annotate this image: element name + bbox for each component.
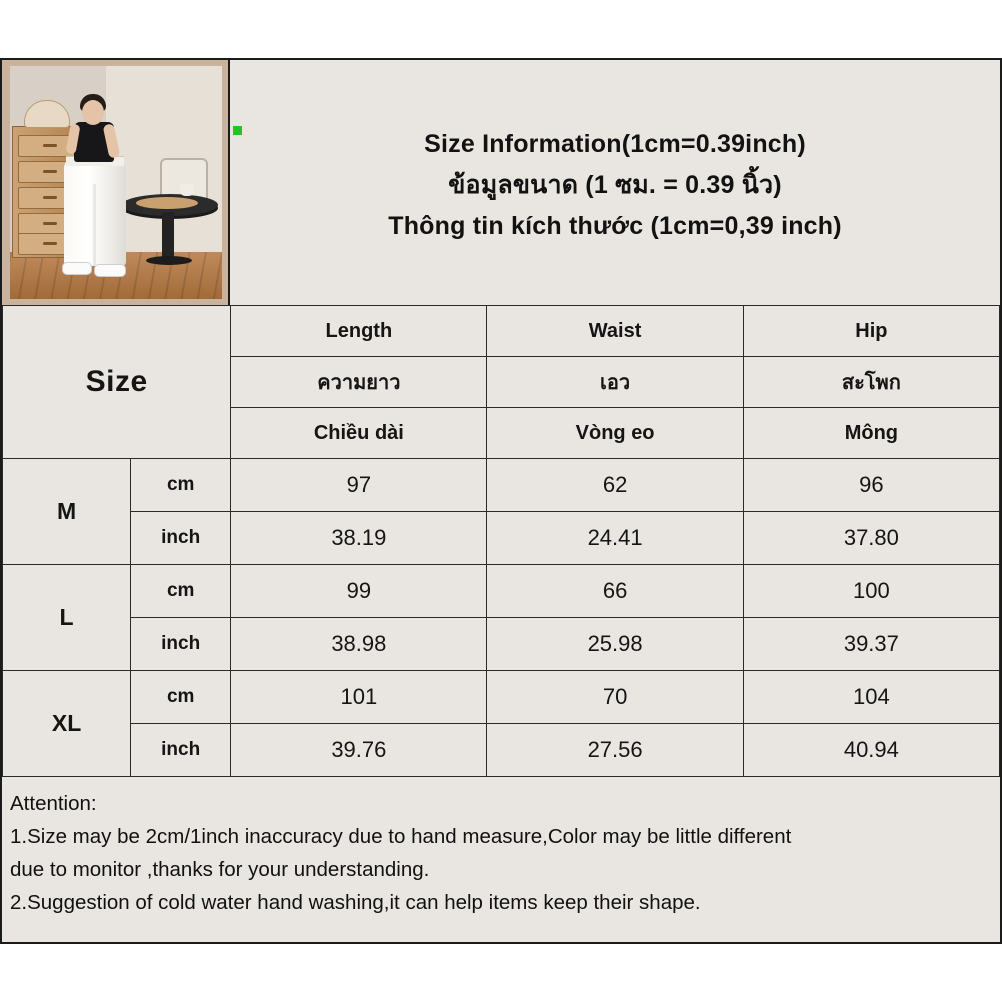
unit-cell-inch: inch (131, 724, 231, 777)
size-label-xl: XL (3, 671, 131, 777)
green-marker-dot (233, 126, 242, 135)
value-hip: 40.94 (743, 724, 999, 777)
value-length: 39.76 (231, 724, 487, 777)
size-chart-card (0, 58, 1002, 944)
title-line-vi: Thông tin kích thước (1cm=0,39 inch) (388, 212, 842, 240)
col-header-waist-vi: Vòng eo (487, 408, 743, 459)
value-length: 38.98 (231, 618, 487, 671)
attention-block (2, 777, 1000, 919)
unit-cell-cm: cm (131, 459, 231, 512)
value-waist: 24.41 (487, 512, 743, 565)
col-header-hip-vi: Mông (743, 408, 999, 459)
table-header-row-en (3, 306, 1000, 357)
table-row (3, 459, 1000, 512)
title-block (230, 60, 1000, 305)
attention-heading: Attention: (10, 792, 97, 815)
unit-cell-inch: inch (131, 512, 231, 565)
table-row (3, 671, 1000, 724)
unit-cell-inch: inch (131, 618, 231, 671)
value-length: 101 (231, 671, 487, 724)
table-row (3, 512, 1000, 565)
col-header-length-en: Length (231, 306, 487, 357)
attention-line-2: due to monitor ,thanks for your understanding. (10, 858, 430, 881)
unit-cell-cm: cm (131, 565, 231, 618)
value-waist: 66 (487, 565, 743, 618)
model-pants (64, 158, 126, 266)
size-label-m: M (3, 459, 131, 565)
chart-header (2, 60, 1000, 305)
table-row (3, 724, 1000, 777)
col-header-hip-th: สะโพก (743, 357, 999, 408)
table-stem (162, 212, 174, 260)
value-hip: 100 (743, 565, 999, 618)
value-hip: 104 (743, 671, 999, 724)
size-label-l: L (3, 565, 131, 671)
title-line-en: Size Information(1cm=0.39inch) (424, 130, 806, 158)
value-hip: 39.37 (743, 618, 999, 671)
col-header-hip-en: Hip (743, 306, 999, 357)
product-photo-cell (2, 60, 230, 305)
col-header-length-vi: Chiều dài (231, 408, 487, 459)
size-table (2, 305, 1000, 777)
unit-cell-cm: cm (131, 671, 231, 724)
product-photo (10, 66, 222, 299)
col-header-length-th: ความยาว (231, 357, 487, 408)
value-waist: 62 (487, 459, 743, 512)
model-head (82, 100, 104, 125)
value-length: 38.19 (231, 512, 487, 565)
cup-icon (180, 184, 194, 196)
model-shoe-right (94, 264, 126, 277)
value-waist: 70 (487, 671, 743, 724)
value-hip: 37.80 (743, 512, 999, 565)
col-header-waist-en: Waist (487, 306, 743, 357)
value-waist: 27.56 (487, 724, 743, 777)
value-waist: 25.98 (487, 618, 743, 671)
table-base (146, 256, 192, 265)
size-header-cell: Size (3, 306, 231, 459)
title-line-th: ข้อมูลขนาด (1 ซม. = 0.39 นิ้ว) (448, 171, 782, 199)
value-hip: 96 (743, 459, 999, 512)
table-row (3, 565, 1000, 618)
value-length: 97 (231, 459, 487, 512)
col-header-waist-th: เอว (487, 357, 743, 408)
model-shoe-left (62, 262, 92, 275)
table-row (3, 618, 1000, 671)
value-length: 99 (231, 565, 487, 618)
attention-line-1: 1.Size may be 2cm/1inch inaccuracy due to hand measure,Color may be little different (10, 825, 792, 848)
attention-line-3: 2.Suggestion of cold water hand washing,it can help items keep their shape. (10, 891, 701, 914)
